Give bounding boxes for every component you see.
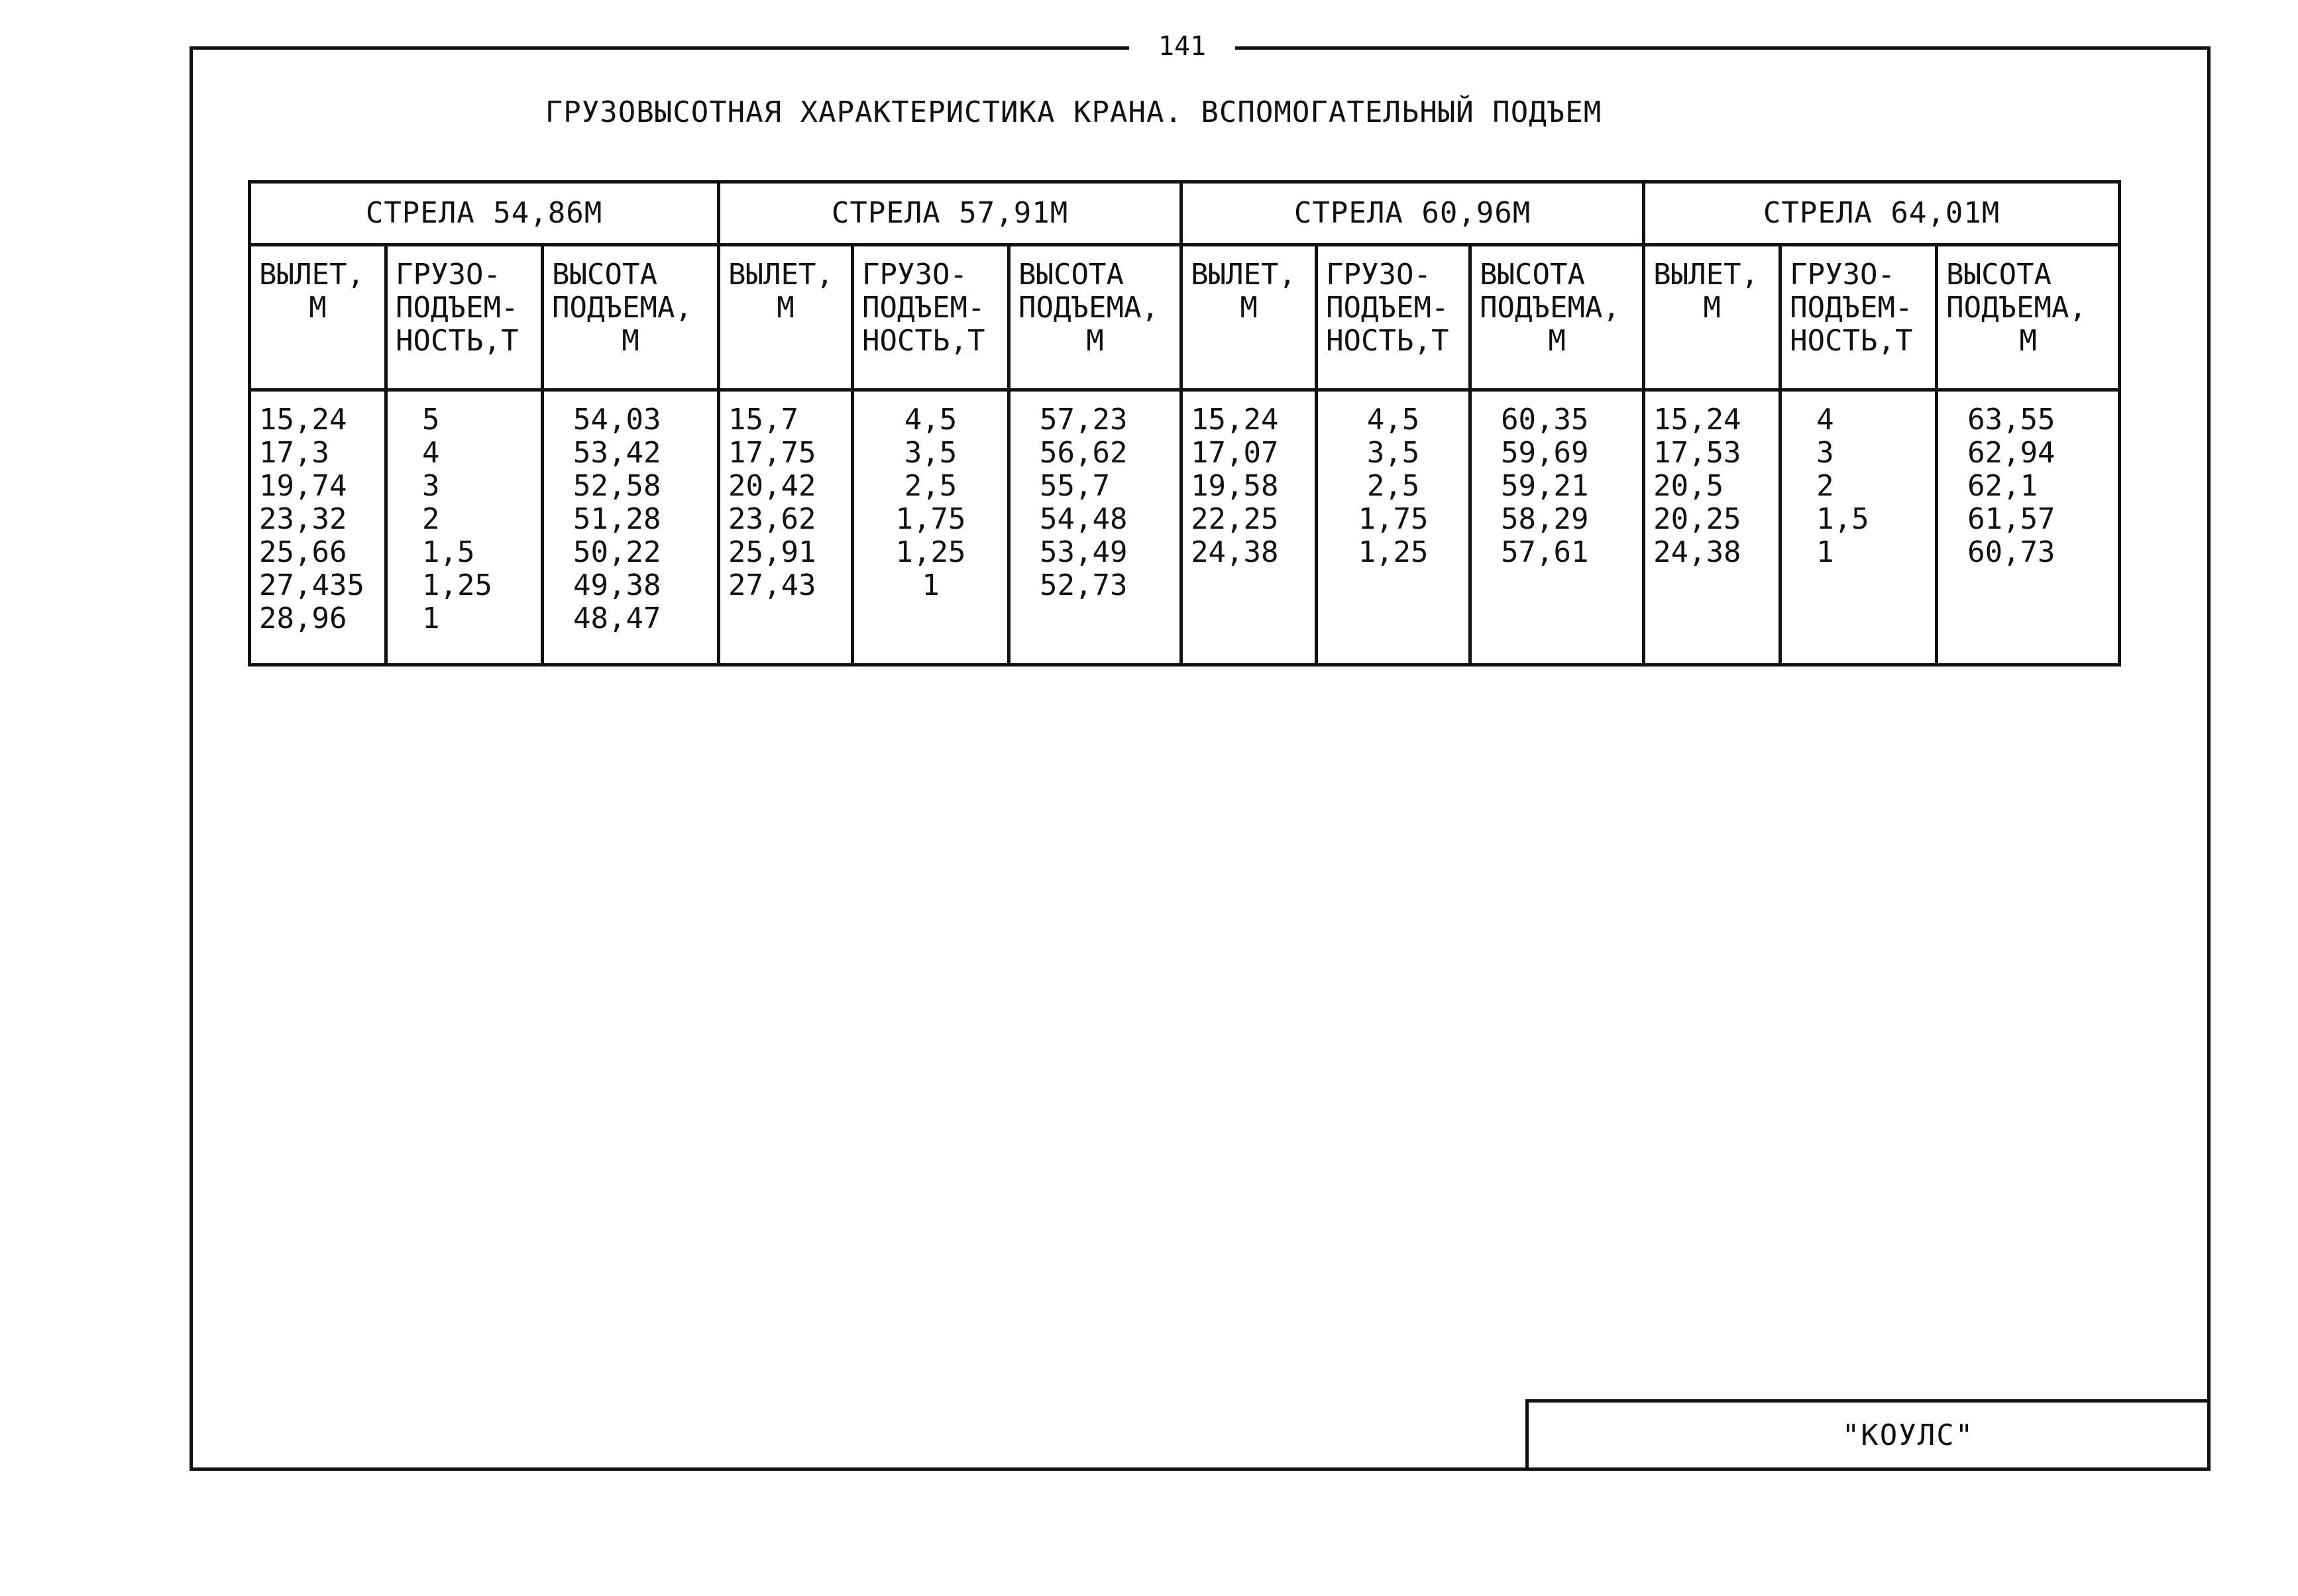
capacity-header-line: НОСТЬ,Т	[396, 324, 519, 358]
boom-3-reach-header	[1181, 245, 1317, 390]
table-cell-value: 3,5	[1366, 436, 1420, 470]
table-cell-value: 52,58	[573, 469, 661, 503]
boom-1-reach-values	[250, 390, 386, 665]
table-cell-value: 20,5	[1653, 469, 1724, 503]
table-cell-value: 24,38	[1653, 535, 1741, 569]
table-cell-value: 59,21	[1501, 469, 1589, 503]
table-cell-value: 51,28	[573, 502, 661, 536]
table-cell-value: 1,75	[895, 502, 966, 536]
capacity-header-line: ПОДЪЕМ-	[1790, 291, 1913, 325]
height-header-line: ВЫСОТА	[1018, 258, 1124, 292]
height-header-line: ПОДЪЕМА,	[1946, 291, 2087, 325]
table-cell-value: 54,03	[573, 403, 661, 437]
table-cell-value: 3,5	[904, 436, 958, 470]
height-header-line: М	[1548, 324, 1566, 358]
table-cell-value: 53,49	[1040, 535, 1128, 569]
reach-header-line: ВЫЛЕТ,	[728, 258, 834, 292]
table-cell-value: 2,5	[904, 469, 958, 503]
height-header-line: ПОДЪЕМА,	[552, 291, 692, 325]
reach-header-line: М	[309, 291, 327, 325]
table-cell-value: 15,7	[728, 403, 798, 437]
capacity-header-line: ПОДЪЕМ-	[862, 291, 985, 325]
boom-1-height-header	[543, 245, 719, 390]
boom-3-capacity-header	[1317, 245, 1470, 390]
table-cell-value: 3	[422, 469, 440, 503]
reach-header-line: ВЫЛЕТ,	[1191, 258, 1297, 292]
height-header-line: М	[622, 324, 639, 358]
table-cell-value: 4	[1816, 403, 1834, 437]
boom-2-capacity-header	[853, 245, 1009, 390]
page-number: 141	[1129, 29, 1235, 64]
table-cell-value: 62,94	[1967, 436, 2055, 470]
table-cell-value: 1	[1816, 535, 1834, 569]
boom-1-capacity-values	[386, 390, 543, 665]
table-cell-value: 1	[422, 602, 440, 635]
height-header-line: М	[2019, 324, 2037, 358]
table-cell-value: 25,91	[728, 535, 816, 569]
boom-3-height-header	[1470, 245, 1644, 390]
capacity-header-line: ГРУЗО-	[1790, 258, 1896, 292]
table-cell-value: 1,25	[422, 568, 492, 602]
reach-header-line: ВЫЛЕТ,	[1653, 258, 1759, 292]
load-height-table	[248, 180, 2121, 666]
table-cell-value: 23,32	[259, 502, 347, 536]
capacity-header-line: ГРУЗО-	[1326, 258, 1432, 292]
table-cell-value: 54,48	[1040, 502, 1128, 536]
table-cell-value: 19,58	[1191, 469, 1279, 503]
boom-3-height-values	[1470, 390, 1644, 665]
table-cell-value: 60,73	[1967, 535, 2055, 569]
table-cell-value: 2	[1816, 469, 1834, 503]
capacity-header-line: ПОДЪЕМ-	[1326, 291, 1449, 325]
table-cell-value: 1,25	[895, 535, 966, 569]
boom-header-row	[250, 182, 2120, 245]
title-block	[1525, 1399, 2208, 1468]
table-cell-value: 1,5	[1816, 502, 1869, 536]
table-cell-value: 55,7	[1040, 469, 1110, 503]
table-cell-value: 59,69	[1501, 436, 1589, 470]
boom-1-height-values	[543, 390, 719, 665]
table-cell-value: 22,25	[1191, 502, 1279, 536]
table-cell-value: 61,57	[1967, 502, 2055, 536]
boom-2-reach-header	[719, 245, 853, 390]
capacity-header-line: НОСТЬ,Т	[1326, 324, 1449, 358]
table-cell-value: 25,66	[259, 535, 347, 569]
boom-2-height-values	[1009, 390, 1181, 665]
boom-3-header: СТРЕЛА 60,96М	[1181, 182, 1644, 245]
table-cell-value: 53,42	[573, 436, 661, 470]
boom-2-capacity-values	[853, 390, 1009, 665]
height-header-line: ПОДЪЕМА,	[1480, 291, 1620, 325]
table-cell-value: 57,23	[1040, 403, 1128, 437]
boom-2-reach-values	[719, 390, 853, 665]
table-cell-value: 52,73	[1040, 568, 1128, 602]
capacity-header-line: ПОДЪЕМ-	[396, 291, 519, 325]
table-cell-value: 62,1	[1967, 469, 2038, 503]
reach-header-line: ВЫЛЕТ,	[259, 258, 364, 292]
reach-header-line: М	[1703, 291, 1721, 325]
table-cell-value: 20,25	[1653, 502, 1741, 536]
reach-header-line: М	[1240, 291, 1258, 325]
table-cell-value: 27,43	[728, 568, 816, 602]
table-cell-value: 17,75	[728, 436, 816, 470]
height-header-line: ВЫСОТА	[1480, 258, 1586, 292]
boom-4-capacity-values	[1780, 390, 1937, 665]
boom-2-height-header	[1009, 245, 1181, 390]
table-cell-value: 58,29	[1501, 502, 1589, 536]
boom-1-header: СТРЕЛА 54,86М	[250, 182, 719, 245]
column-header-row	[250, 245, 2120, 390]
capacity-header-line: ГРУЗО-	[862, 258, 967, 292]
table-cell-value: 15,24	[1653, 403, 1741, 437]
table-cell-value: 1	[922, 568, 940, 602]
table-cell-value: 48,47	[573, 602, 661, 635]
table-cell-value: 15,24	[259, 403, 347, 437]
boom-4-height-header	[1937, 245, 2120, 390]
boom-4-height-values	[1937, 390, 2120, 665]
height-header-line: М	[1086, 324, 1104, 358]
table-cell-value: 20,42	[728, 469, 816, 503]
capacity-header-line: НОСТЬ,Т	[1790, 324, 1913, 358]
table-cell-value: 27,435	[259, 568, 364, 602]
boom-1-reach-header	[250, 245, 386, 390]
table-cell-value: 2,5	[1366, 469, 1420, 503]
table-cell-value: 4,5	[1366, 403, 1420, 437]
boom-4-reach-values	[1644, 390, 1780, 665]
document-title: ГРУЗОВЫСОТНАЯ ХАРАКТЕРИСТИКА КРАНА. ВСПОМОГАТЕЛЬНЫЙ ПОДЪЕМ	[545, 95, 1602, 129]
table-cell-value: 17,07	[1191, 436, 1279, 470]
table-cell-value: 3	[1816, 436, 1834, 470]
height-header-line: ВЫСОТА	[552, 258, 657, 292]
table-cell-value: 19,74	[259, 469, 347, 503]
boom-4-capacity-header	[1780, 245, 1937, 390]
table-cell-value: 1,5	[422, 535, 475, 569]
table-cell-value: 49,38	[573, 568, 661, 602]
table-cell-value: 1,75	[1358, 502, 1429, 536]
table-cell-value: 15,24	[1191, 403, 1279, 437]
table-cell-value: 56,62	[1040, 436, 1128, 470]
table-cell-value: 4	[422, 436, 440, 470]
boom-4-reach-header	[1644, 245, 1780, 390]
table-cell-value: 24,38	[1191, 535, 1279, 569]
table-cell-value: 57,61	[1501, 535, 1589, 569]
boom-2-header: СТРЕЛА 57,91М	[719, 182, 1181, 245]
data-row	[250, 390, 2120, 665]
height-header-line: ВЫСОТА	[1946, 258, 2052, 292]
boom-3-capacity-values	[1317, 390, 1470, 665]
table-cell-value: 28,96	[259, 602, 347, 635]
boom-4-header: СТРЕЛА 64,01М	[1644, 182, 2120, 245]
height-header-line: ПОДЪЕМА,	[1018, 291, 1159, 325]
table-cell-value: 17,53	[1653, 436, 1741, 470]
table-cell-value: 50,22	[573, 535, 661, 569]
table-cell-value: 63,55	[1967, 403, 2055, 437]
table-cell-value: 60,35	[1501, 403, 1589, 437]
reach-header-line: М	[777, 291, 794, 325]
table-cell-value: 5	[422, 403, 440, 437]
boom-1-capacity-header	[386, 245, 543, 390]
boom-3-reach-values	[1181, 390, 1317, 665]
table-cell-value: 17,3	[259, 436, 329, 470]
table-cell-value: 4,5	[904, 403, 958, 437]
company-name: "КОУЛС"	[1841, 1418, 1975, 1452]
capacity-header-line: НОСТЬ,Т	[862, 324, 985, 358]
table-cell-value: 23,62	[728, 502, 816, 536]
table-cell-value: 1,25	[1358, 535, 1429, 569]
table-cell-value: 2	[422, 502, 440, 536]
capacity-header-line: ГРУЗО-	[396, 258, 501, 292]
